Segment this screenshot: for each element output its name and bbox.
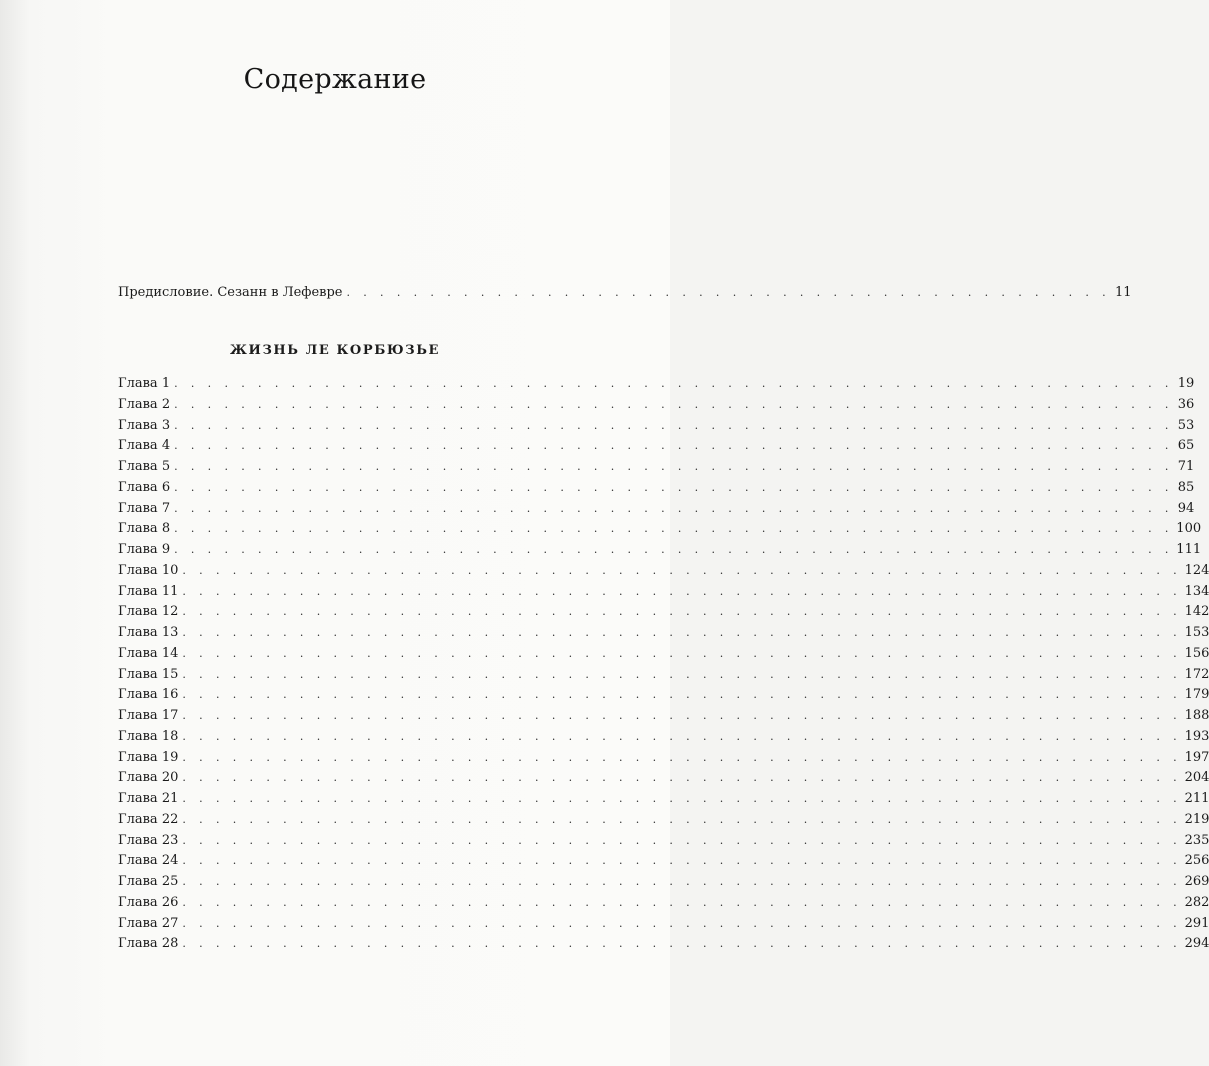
toc-page-number: 204 (1184, 770, 1209, 786)
toc-entry-label: Глава 26 (118, 894, 179, 910)
toc-entry-label: Глава 10 (118, 562, 179, 578)
toc-entry-label: Глава 1 (118, 376, 171, 391)
toc-page-number: 94 (1177, 500, 1195, 516)
toc-page-number: 134 (1184, 583, 1209, 599)
toc-page-number: 282 (1184, 894, 1209, 910)
toc-entry-chapter[interactable] (118, 915, 1209, 932)
toc-entry-label: Глава 2 (118, 396, 171, 412)
toc-entry-chapter[interactable] (118, 708, 1209, 724)
toc-leader-dots: . . . . . . . . . . . . . . . . . . . . . . . . . . . . . . . . . . . . . . . . . . . . . . . . . . . . . . . . . . . . (174, 522, 1174, 536)
toc-leader-dots: . . . . . . . . . . . . . . . . . . . . . . . . . . . . . . . . . . . . . . . . . . . . . . . . . . . . . . . . . . . . (182, 833, 1182, 847)
toc-page-number: 193 (1184, 728, 1209, 744)
toc-leader-dots: . . . . . . . . . . . . . . . . . . . . . . . . . . . . . . . . . . . . . . . . . . . . . . . . . . . . . . . . . . . . (182, 667, 1182, 681)
toc-entry-label: Глава 7 (118, 500, 171, 516)
toc-entry-label: Глава 24 (118, 853, 179, 869)
toc-entry-chapter[interactable] (118, 811, 1209, 828)
toc-entry-label: Глава 23 (118, 832, 179, 848)
toc-entry-chapter[interactable] (118, 728, 1209, 745)
toc-entry-chapter[interactable] (118, 853, 1209, 869)
toc-entry-chapter[interactable] (118, 376, 1195, 392)
toc-entry-chapter[interactable] (118, 583, 1209, 600)
toc-page-number: 235 (1184, 832, 1209, 848)
toc-page-number: 11 (1115, 285, 1132, 300)
toc-entry-label: Глава 17 (118, 708, 179, 723)
toc-entry-label: Глава 15 (118, 666, 179, 682)
toc-page-number: 256 (1184, 853, 1209, 869)
toc-entry-chapter[interactable] (118, 604, 1209, 620)
toc-entry-label: Глава 27 (118, 915, 179, 931)
toc-entry-chapter[interactable] (118, 438, 1195, 454)
toc-page-number: 111 (1176, 542, 1202, 557)
toc-page-number: 211 (1184, 791, 1209, 806)
toc-entry-label: Предисловие. Сезанн в Лефевре (118, 285, 343, 300)
page-title: Содержание (243, 64, 427, 95)
toc-entry-chapter[interactable] (118, 417, 1195, 434)
toc-page-number: 19 (1177, 376, 1195, 391)
toc-entry-label: Глава 6 (118, 479, 171, 495)
toc-entry-chapter[interactable] (118, 459, 1195, 475)
toc-entry-chapter[interactable] (118, 894, 1209, 911)
toc-page-number: 53 (1177, 417, 1195, 433)
toc-leader-dots: . . . . . . . . . . . . . . . . . . . . . . . . . . . . . . . . . . . . . . . . . . . . . . . . . . . . . . . . . . . . (174, 460, 1174, 473)
toc-page-number: 197 (1184, 749, 1209, 765)
toc-leader-dots: . . . . . . . . . . . . . . . . . . . . . . . . . . . . . . . . . . . . . . . . . . . . . . . . . . . . . . . . . . . . (182, 646, 1182, 660)
toc-page-number: 85 (1177, 479, 1195, 495)
toc-leader-dots: . . . . . . . . . . . . . . . . . . . . . . . . . . . . . . . . . . . . . . . . . . . . . . (346, 286, 1111, 299)
toc-page-number: 291 (1184, 915, 1209, 931)
toc-entry-chapter[interactable] (118, 936, 1209, 952)
toc-page-number: 269 (1184, 874, 1209, 889)
toc-entry-label: Глава 22 (118, 811, 179, 827)
toc-entry-chapter[interactable] (118, 500, 1195, 517)
toc-entry-label: Глава 4 (118, 438, 171, 454)
toc-entry-chapter[interactable] (118, 562, 1209, 579)
toc-entry-chapter[interactable] (118, 521, 1202, 537)
toc-entry-label: Глава 12 (118, 604, 179, 620)
toc-leader-dots: . . . . . . . . . . . . . . . . . . . . . . . . . . . . . . . . . . . . . . . . . . . . . . . . . . . . . . . . . . . . (182, 688, 1182, 702)
toc-page-number: 142 (1184, 604, 1209, 620)
toc-entry-label: Глава 21 (118, 791, 179, 806)
toc-page-number: 188 (1184, 708, 1209, 723)
toc-entry-label: Глава 11 (118, 583, 179, 599)
toc-leader-dots: . . . . . . . . . . . . . . . . . . . . . . . . . . . . . . . . . . . . . . . . . . . . . . . . . . . . . . . . . . . . (182, 709, 1182, 722)
toc-leader-dots: . . . . . . . . . . . . . . . . . . . . . . . . . . . . . . . . . . . . . . . . . . . . . . . . . . . . . . . . . . . . (182, 750, 1182, 764)
toc-page-number: 124 (1184, 562, 1209, 578)
toc-page-number: 100 (1176, 521, 1202, 537)
toc-leader-dots: . . . . . . . . . . . . . . . . . . . . . . . . . . . . . . . . . . . . . . . . . . . . . . . . . . . . . . . . . . . . (174, 397, 1174, 411)
toc-leader-dots: . . . . . . . . . . . . . . . . . . . . . . . . . . . . . . . . . . . . . . . . . . . . . . . . . . . . . . . . . . . . (174, 418, 1174, 432)
toc-page-number: 294 (1184, 936, 1209, 952)
toc-page-number: 153 (1184, 625, 1209, 640)
toc-entry-label: Глава 18 (118, 728, 179, 744)
toc-leader-dots: . . . . . . . . . . . . . . . . . . . . . . . . . . . . . . . . . . . . . . . . . . . . . . . . . . . . . . . . . . . . (182, 771, 1182, 785)
toc-entry-chapter[interactable] (118, 479, 1195, 496)
toc-entry-label: Глава 14 (118, 645, 179, 661)
toc-leader-dots: . . . . . . . . . . . . . . . . . . . . . . . . . . . . . . . . . . . . . . . . . . . . . . . . . . . . . . . . . . . . (182, 584, 1182, 598)
toc-entry-label: Глава 25 (118, 874, 179, 889)
toc-entry-label: Глава 9 (118, 542, 171, 557)
toc-page-number: 179 (1184, 687, 1209, 703)
section-heading: ЖИЗНЬ ЛЕ КОРБЮЗЬЕ (229, 343, 441, 358)
toc-leader-dots: . . . . . . . . . . . . . . . . . . . . . . . . . . . . . . . . . . . . . . . . . . . . . . . . . . . . . . . . . . . . (174, 543, 1174, 556)
toc-entry-chapter[interactable] (118, 542, 1202, 558)
toc-entry-chapter[interactable] (118, 666, 1209, 683)
toc-entry-label: Глава 8 (118, 521, 171, 537)
toc-entry-label: Глава 19 (118, 749, 179, 765)
toc-leader-dots: . . . . . . . . . . . . . . . . . . . . . . . . . . . . . . . . . . . . . . . . . . . . . . . . . . . . . . . . . . . . (174, 377, 1174, 390)
toc-entry-label: Глава 5 (118, 459, 171, 474)
toc-entry-chapter[interactable] (118, 770, 1209, 786)
toc-leader-dots: . . . . . . . . . . . . . . . . . . . . . . . . . . . . . . . . . . . . . . . . . . . . . . . . . . . . . . . . . . . . (182, 792, 1182, 805)
toc-leader-dots: . . . . . . . . . . . . . . . . . . . . . . . . . . . . . . . . . . . . . . . . . . . . . . . . . . . . . . . . . . . . (174, 501, 1174, 515)
toc-leader-dots: . . . . . . . . . . . . . . . . . . . . . . . . . . . . . . . . . . . . . . . . . . . . . . . . . . . . . . . . . . . . (182, 812, 1182, 826)
toc-entry-label: Глава 20 (118, 770, 179, 786)
toc-leader-dots: . . . . . . . . . . . . . . . . . . . . . . . . . . . . . . . . . . . . . . . . . . . . . . . . . . . . . . . . . . . . (182, 916, 1182, 930)
toc-leader-dots: . . . . . . . . . . . . . . . . . . . . . . . . . . . . . . . . . . . . . . . . . . . . . . . . . . . . . . . . . . . . (182, 854, 1182, 868)
toc-entry-chapter[interactable] (118, 396, 1195, 413)
toc-entry-label: Глава 3 (118, 417, 171, 433)
toc-leader-dots: . . . . . . . . . . . . . . . . . . . . . . . . . . . . . . . . . . . . . . . . . . . . . . . . . . . . . . . . . . . . (182, 937, 1182, 951)
toc-page-number: 71 (1177, 459, 1195, 474)
toc-page-number: 65 (1177, 438, 1195, 454)
toc-leader-dots: . . . . . . . . . . . . . . . . . . . . . . . . . . . . . . . . . . . . . . . . . . . . . . . . . . . . . . . . . . . . (182, 875, 1182, 888)
toc-leader-dots: . . . . . . . . . . . . . . . . . . . . . . . . . . . . . . . . . . . . . . . . . . . . . . . . . . . . . . . . . . . . (182, 563, 1182, 577)
toc-entry-chapter[interactable] (118, 832, 1209, 849)
toc-entry-chapter[interactable] (118, 874, 1209, 890)
toc-leader-dots: . . . . . . . . . . . . . . . . . . . . . . . . . . . . . . . . . . . . . . . . . . . . . . . . . . . . . . . . . . . . (182, 605, 1182, 619)
toc-entry-label: Глава 28 (118, 936, 179, 952)
toc-page-number: 156 (1184, 645, 1209, 661)
toc-entry-chapter[interactable] (118, 791, 1209, 807)
toc-page-number: 172 (1184, 666, 1209, 682)
toc-page-number: 36 (1177, 396, 1195, 412)
toc-leader-dots: . . . . . . . . . . . . . . . . . . . . . . . . . . . . . . . . . . . . . . . . . . . . . . . . . . . . . . . . . . . . (174, 439, 1174, 453)
toc-entry-chapter[interactable] (118, 687, 1209, 703)
toc-leader-dots: . . . . . . . . . . . . . . . . . . . . . . . . . . . . . . . . . . . . . . . . . . . . . . . . . . . . . . . . . . . . (182, 729, 1182, 743)
toc-entry-chapter[interactable] (118, 645, 1209, 662)
toc-entry-chapter[interactable] (118, 749, 1209, 766)
toc-leader-dots: . . . . . . . . . . . . . . . . . . . . . . . . . . . . . . . . . . . . . . . . . . . . . . . . . . . . . . . . . . . . (182, 895, 1182, 909)
toc-entry-label: Глава 16 (118, 687, 179, 703)
toc-leader-dots: . . . . . . . . . . . . . . . . . . . . . . . . . . . . . . . . . . . . . . . . . . . . . . . . . . . . . . . . . . . . (182, 626, 1182, 639)
toc-page-number: 219 (1184, 811, 1209, 827)
toc-entry-label: Глава 13 (118, 625, 179, 640)
toc-leader-dots: . . . . . . . . . . . . . . . . . . . . . . . . . . . . . . . . . . . . . . . . . . . . . . . . . . . . . . . . . . . . (174, 480, 1174, 494)
toc-entry-chapter[interactable] (118, 625, 1209, 641)
